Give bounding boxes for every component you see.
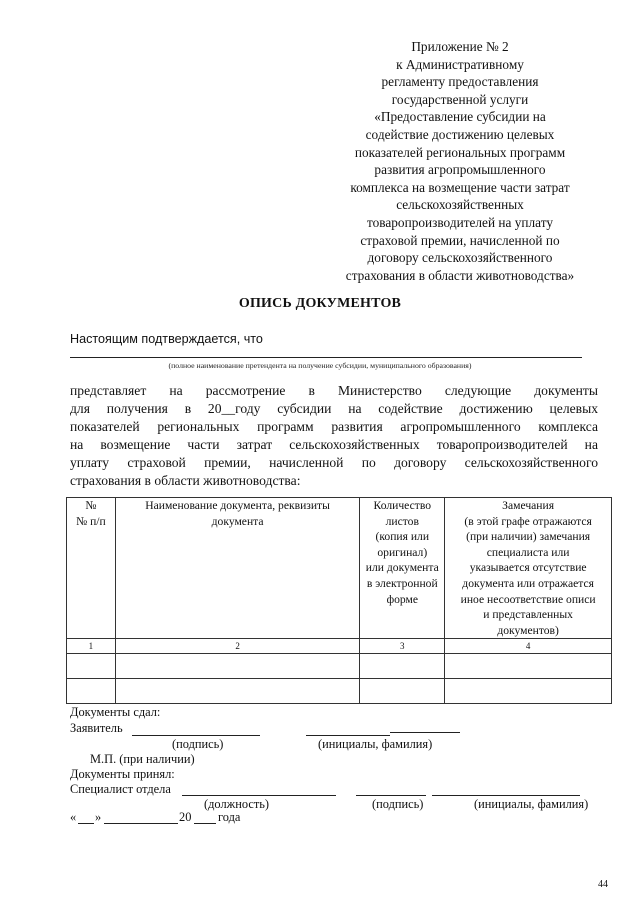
applicant-name-line[interactable] — [70, 357, 582, 358]
initials-caption: (инициалы, фамилия) — [318, 737, 433, 751]
specialist-label: Специалист отдела — [70, 782, 171, 796]
appendix-line: страхования в области животноводства» — [345, 267, 575, 283]
table-cell[interactable] — [445, 654, 612, 679]
body-paragraph — [70, 382, 598, 490]
date-day-line[interactable] — [78, 823, 94, 824]
table-header-row — [67, 498, 612, 639]
table-cell[interactable] — [445, 679, 612, 704]
table-cell[interactable] — [360, 654, 445, 679]
paragraph-line: уплату страховой премии, начисленной по договору сельскохозяйственного — [70, 455, 598, 470]
header-cell-remarks: Замечания (в этой графе отражаются (при наличии) замечания специалиста или указывается отсутствие документа или отражается иное несоответствие описи и представленных документов) — [445, 498, 612, 639]
initials-caption-2: (инициалы, фамилия) — [474, 797, 589, 811]
applicant-signature-line[interactable] — [132, 735, 260, 736]
appendix-line: регламенту предоставления — [381, 74, 539, 90]
column-number: 3 — [360, 639, 445, 654]
applicant-name-hint: (полное наименование претендента на получение субсидии, муниципального образования) — [168, 361, 472, 370]
documents-table — [66, 497, 612, 704]
table-row — [67, 654, 612, 679]
appendix-header — [318, 38, 602, 284]
appendix-line: договору сельскохозяйственного — [367, 250, 553, 266]
header-cell-sheet-count: Количество листов (копия или оригинал) или документа в электронной форме — [360, 498, 445, 639]
appendix-line: «Предоставление субсидии на — [374, 109, 546, 125]
appendix-line: государственной услуги — [391, 91, 529, 107]
specialist-initials-line[interactable] — [432, 795, 580, 796]
signature-caption-2: (подпись) — [372, 797, 424, 811]
specialist-signature-line[interactable] — [356, 795, 426, 796]
table-cell[interactable] — [67, 679, 116, 704]
document-title: ОПИСЬ ДОКУМЕНТОВ — [238, 296, 402, 311]
date-open-quote: « — [70, 810, 77, 824]
table-cell[interactable] — [360, 679, 445, 704]
accepted-label: Документы принял: — [70, 767, 175, 781]
submitted-label: Документы сдал: — [70, 705, 161, 719]
page-number: 44 — [598, 879, 608, 890]
date-close-quote: » — [95, 810, 102, 824]
applicant-initials-line-2[interactable] — [390, 732, 460, 733]
table-number-row — [67, 639, 612, 654]
appendix-line: комплекса на возмещение части затрат — [350, 179, 570, 195]
date-year-suffix: года — [218, 810, 241, 824]
paragraph-line: на возмещение части затрат сельскохозяйственных товаропроизводителей на — [70, 437, 598, 452]
appendix-line: развития агропромышленного — [374, 162, 546, 178]
date-year-prefix: 20 — [179, 810, 192, 824]
table-cell[interactable] — [115, 679, 359, 704]
appendix-line: сельскохозяйственных — [396, 197, 524, 213]
specialist-position-line[interactable] — [182, 795, 336, 796]
appendix-line: показателей региональных программ — [354, 144, 566, 160]
appendix-line: к Административному — [396, 56, 524, 72]
appendix-line: Приложение № 2 — [411, 39, 509, 54]
stamp-label: М.П. (при наличии) — [90, 752, 195, 766]
confirm-text: Настоящим подтверждается, что — [70, 332, 263, 346]
date-month-line[interactable] — [104, 823, 178, 824]
appendix-line: страховой премии, начисленной по — [360, 232, 560, 248]
appendix-line: содействие достижению целевых — [365, 126, 555, 142]
date-year-line[interactable] — [194, 823, 216, 824]
table-cell[interactable] — [67, 654, 116, 679]
position-caption: (должность) — [204, 797, 270, 811]
column-number: 1 — [67, 639, 116, 654]
column-number: 4 — [445, 639, 612, 654]
paragraph-line: для получения в 20__году субсидии на содействие достижению целевых — [70, 401, 598, 416]
table-row — [67, 679, 612, 704]
paragraph-line: страхования в области животноводства: — [70, 473, 301, 488]
paragraph-line: показателей региональных программ развития агропромышленного комплекса — [70, 419, 598, 434]
applicant-initials-line[interactable] — [306, 735, 390, 736]
applicant-label: Заявитель — [70, 721, 123, 735]
header-cell-number: № № п/п — [67, 498, 116, 639]
table-cell[interactable] — [115, 654, 359, 679]
signature-caption: (подпись) — [172, 737, 224, 751]
column-number: 2 — [115, 639, 359, 654]
paragraph-line: представляет на рассмотрение в Министерство следующие документы — [70, 383, 598, 398]
header-cell-document-name: Наименование документа, реквизиты документа — [115, 498, 359, 639]
appendix-line: товаропроизводителей на уплату — [367, 214, 553, 230]
